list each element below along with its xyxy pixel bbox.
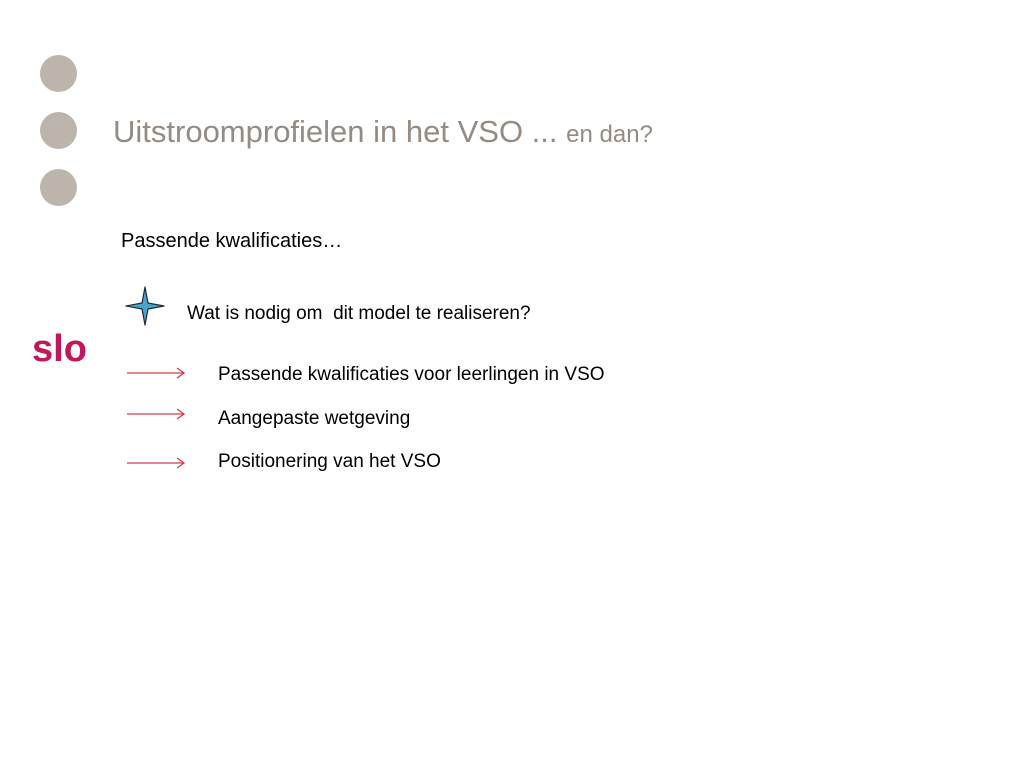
title-main: Uitstroomprofielen in het VSO ... xyxy=(113,114,567,149)
point-label: Aangepaste wetgeving xyxy=(218,408,411,429)
title-suffix: en dan? xyxy=(566,121,653,148)
point-label: Passende kwalificaties voor leerlingen in VSO xyxy=(218,364,605,385)
decorative-circle xyxy=(40,55,77,92)
arrow-right-icon xyxy=(126,366,188,380)
slo-logo: slo xyxy=(32,328,87,370)
decorative-circle xyxy=(40,169,77,206)
arrow-right-icon xyxy=(126,407,188,421)
point-label: Positionering van het VSO xyxy=(218,451,441,472)
arrow-right-icon xyxy=(126,456,188,470)
slide-title xyxy=(113,113,653,150)
four-point-star-icon xyxy=(125,286,165,326)
list-item xyxy=(126,364,826,388)
list-item xyxy=(126,408,826,432)
subheading: Passende kwalificaties… xyxy=(121,230,343,252)
list-item xyxy=(126,451,826,475)
decorative-circle xyxy=(40,112,77,149)
question-text: Wat is nodig om dit model te realiseren? xyxy=(187,303,531,324)
